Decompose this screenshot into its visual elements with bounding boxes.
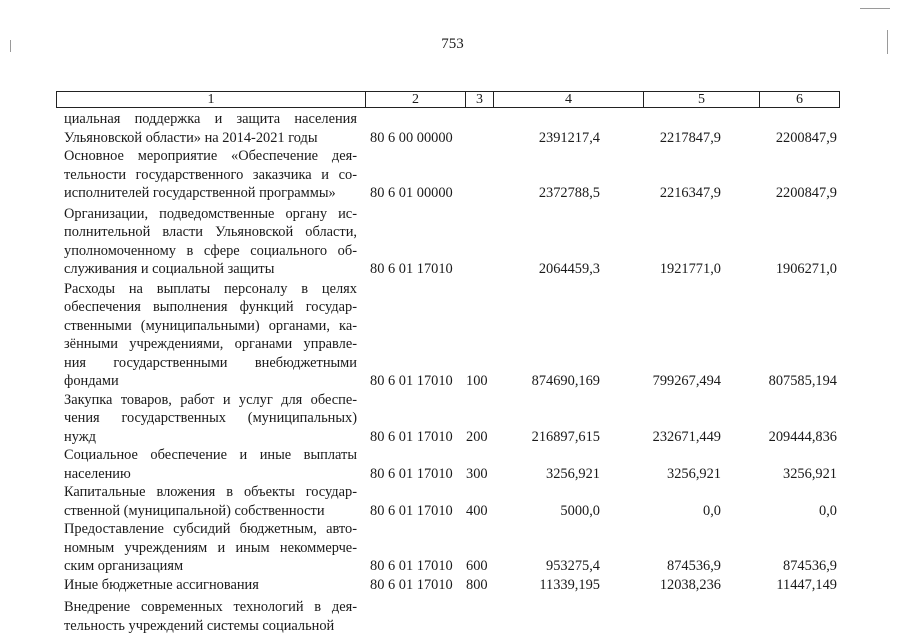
row-description [64,483,357,520]
description-line: тельность учреждений системы социальной [64,617,335,634]
table-row [0,446,905,483]
row-description [64,110,357,147]
description-line: тельности государственного заказчика и со- [64,166,357,183]
amount-col6-cell: 209444,836 [768,428,837,445]
amount-col6-cell: 3256,921 [783,465,837,482]
amount-col5-cell: 2216347,9 [659,185,721,201]
amount-col4-cell: 953275,4 [546,558,600,574]
amount-col6-cell: 11447,149 [776,576,837,593]
table-row [0,280,905,391]
expense-type-cell: 300 [466,465,488,482]
expense-type-cell: 100 [466,373,488,389]
table-row [0,520,905,576]
amount-col4-cell: 2372788,5 [538,185,600,201]
table-row [0,110,905,147]
row-description [64,147,357,203]
scan-artifact [860,8,890,9]
table-row [0,391,905,447]
description-line: уполномоченному в сфере социального об- [64,242,357,259]
description-line: чения государственных (муниципальных) [64,410,357,426]
amount-col4-cell: 2064459,3 [538,261,600,277]
description-line: исполнителей государственной программы» [64,185,336,201]
description-line: обеспечения выполнения функций государ- [64,299,357,315]
description-line: ния государственными внебюджетными [64,354,357,371]
expense-type-cell: 600 [466,558,488,574]
table-header-row [56,91,840,108]
description-line: Основное мероприятие «Обеспечение дея- [64,148,357,164]
amount-col5-cell: 799267,494 [652,373,721,389]
amount-col6-cell: 2200847,9 [775,185,837,201]
row-description [64,205,357,279]
table-row [0,576,905,595]
amount-col6-cell: 1906271,0 [775,261,837,277]
budget-code-cell: 80 6 01 17010 [370,502,453,519]
table-row [0,598,905,635]
description-line: Предоставление субсидий бюджетным, авто- [64,521,357,537]
amount-col5-cell: 2217847,9 [659,129,721,146]
scan-artifact [887,30,888,54]
description-line: населению [64,465,131,482]
description-line: Ульяновской области» на 2014-2021 годы [64,129,318,146]
expense-type-cell: 400 [466,502,488,519]
budget-code-cell: 80 6 01 00000 [370,185,453,201]
description-line: ственной (муниципальной) собственности [64,502,325,519]
scan-artifact [10,40,11,52]
table-row [0,483,905,520]
expense-type-cell: 200 [466,428,488,445]
description-line: нужд [64,428,96,445]
budget-code-cell: 80 6 01 17010 [370,465,453,482]
amount-col4-cell: 11339,195 [539,576,600,593]
description-line: Внедрение современных технологий в дея- [64,599,357,615]
description-line: ственными (муниципальными) органами, ка- [64,317,357,334]
amount-col5-cell: 3256,921 [667,465,721,482]
amount-col5-cell: 1921771,0 [659,261,721,277]
row-description [64,576,357,595]
amount-col4-cell: 3256,921 [546,465,600,482]
row-description [64,598,357,635]
description-line: полнительной власти Ульяновской области, [64,224,357,240]
description-line: Социальное обеспечение и иные выплаты [64,447,357,463]
description-line: фондами [64,373,119,389]
amount-col6-cell: 874536,9 [783,558,837,574]
budget-code-cell: 80 6 01 17010 [370,261,453,277]
amount-col4-cell: 5000,0 [560,502,600,519]
page-number: 753 [441,36,464,52]
amount-col5-cell: 12038,236 [659,576,721,593]
description-line: Расходы на выплаты персоналу в целях [64,280,357,297]
amount-col5-cell: 874536,9 [667,558,721,574]
amount-col6-cell: 0,0 [819,502,837,519]
table-row [0,147,905,203]
amount-col5-cell: 232671,449 [652,428,721,445]
column-header-2: 2 [365,92,465,107]
row-description [64,280,357,391]
table-row [0,205,905,279]
budget-code-cell: 80 6 00 00000 [370,129,453,146]
amount-col4-cell: 2391217,4 [538,129,600,146]
budget-code-cell: 80 6 01 17010 [370,373,453,389]
row-description [64,520,357,576]
amount-col6-cell: 2200847,9 [775,129,837,146]
budget-code-cell: 80 6 01 17010 [370,428,453,445]
description-line: зёнными учреждениями, органами управле- [64,336,357,352]
column-header-5: 5 [643,92,759,107]
amount-col4-cell: 874690,169 [531,373,600,389]
description-line: Организации, подведомственные органу ис- [64,205,357,222]
description-line: циальная поддержка и защита населения [64,111,357,127]
budget-code-cell: 80 6 01 17010 [370,558,453,574]
description-line: Капитальные вложения в объекты государ- [64,484,357,500]
budget-code-cell: 80 6 01 17010 [370,576,453,593]
column-header-1: 1 [207,92,215,107]
amount-col5-cell: 0,0 [703,502,721,519]
column-header-4: 4 [493,92,643,107]
description-line: ским организациям [64,558,184,574]
column-header-3: 3 [465,92,493,107]
expense-type-cell: 800 [466,576,488,593]
row-description [64,446,357,483]
description-line: служивания и социальной защиты [64,261,275,277]
description-line: Иные бюджетные ассигнования [64,576,259,593]
description-line: Закупка товаров, работ и услуг для обеспе- [64,391,357,408]
column-header-6: 6 [759,92,839,107]
description-line: номным учреждениям и иным некоммерче- [64,539,357,556]
amount-col4-cell: 216897,615 [531,428,600,445]
amount-col6-cell: 807585,194 [768,373,837,389]
row-description [64,391,357,447]
